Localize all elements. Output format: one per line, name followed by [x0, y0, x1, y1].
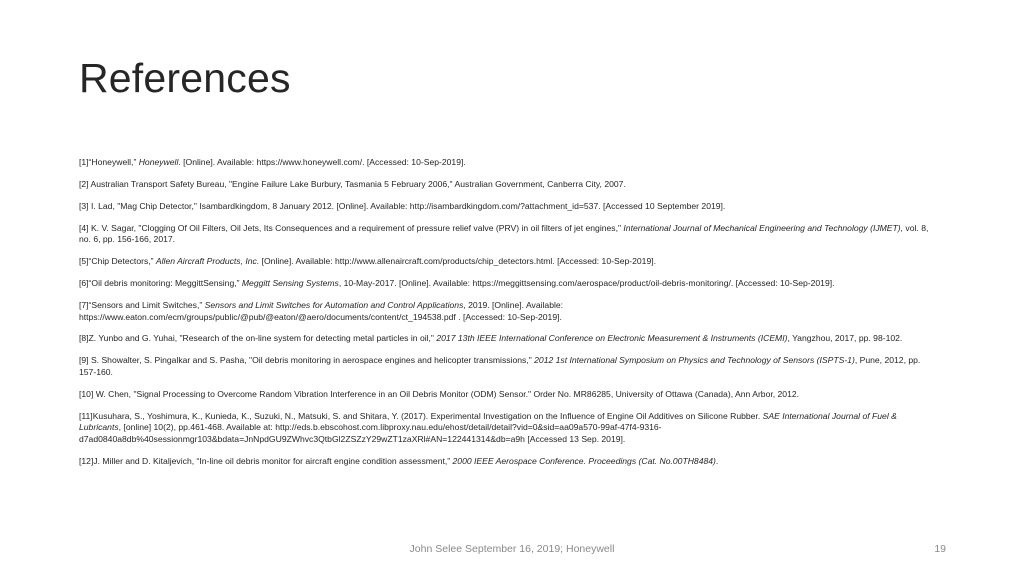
- reference-text: [4] K. V. Sagar, "Clogging Of Oil Filters, Oil Jets, Its Consequences and a requirement of pressure relief valve (PRV) in oil filters of jet engines,": [79, 222, 624, 233]
- reference-details: , 10-May-2017. [Online]. Available: https://meggittsensing.com/aerospace/product/oil-debris-monitoring/. [Accessed: 10-Sep-2019].: [338, 278, 835, 289]
- reference-details: , Yangzhou, 2017, pp. 98-102.: [787, 333, 903, 344]
- reference-item: [79, 300, 929, 323]
- reference-details: .: [715, 455, 719, 466]
- reference-source: International Journal of Mechanical Engineering and Technology (IJMET),: [623, 222, 904, 233]
- reference-source: 2012 1st International Symposium on Physics and Technology of Sensors (ISPTS-1): [534, 355, 855, 366]
- page-number: 19: [934, 543, 946, 555]
- reference-item: [79, 179, 929, 191]
- reference-text: [6]“Oil debris monitoring: MeggittSensing,”: [79, 278, 242, 289]
- reference-text: [9] S. Showalter, S. Pingalkar and S. Pasha, "Oil debris monitoring in aerospace engines and helicopter transmissions,": [79, 355, 535, 366]
- reference-details: vol. 8, no. 6, pp. 156-166, 2017.: [79, 222, 929, 245]
- reference-details: . [Online]. Available: https://www.honeywell.com/. [Accessed: 10-Sep-2019].: [178, 157, 466, 167]
- reference-text: [1]“Honeywell,”: [79, 157, 139, 167]
- reference-source: Honeywell: [138, 157, 179, 167]
- reference-text: [10] W. Chen, "Signal Processing to Overcome Random Vibration Interference in an Oil Debris Monitor (ODM) Sensor." Order No. MR86285, University of Ottawa (Canada), Ann Arbor, 2012.: [79, 388, 800, 399]
- reference-item: [79, 223, 929, 246]
- reference-text: [2] Australian Transport Safety Bureau, "Engine Failure Lake Burbury, Tasmania 5 February 2006," Australian Government, Canberra City, 2007.: [79, 178, 626, 189]
- reference-text: [8]Z. Yunbo and G. Yuhai, "Research of the on-line system for detecting metal particles in oil,": [79, 333, 437, 344]
- reference-text: [3] I. Lad, "Mag Chip Detector," Isambardkingdom, 8 January 2012. [Online]. Available: http://isambardkingdom.com/?attachment_id=537. [Accessed 10 September 2019].: [79, 200, 726, 211]
- reference-source: 2000 IEEE Aerospace Conference. Proceedings (Cat. No.00TH8484): [452, 455, 716, 466]
- reference-source: Sensors and Limit Switches for Automation and Control Applications: [204, 299, 464, 310]
- reference-details: , 2019. [Online]. Available: https://www.eaton.com/ecm/groups/public/@pub/@eaton/@aero/documents/content/ct_194538.pdf . [Accessed: 10-Sep-2019].: [79, 299, 564, 322]
- reference-item: [79, 278, 929, 290]
- reference-item: [79, 333, 929, 345]
- reference-item: [79, 157, 929, 169]
- reference-details: [Online]. Available: http://www.allenaircraft.com/products/chip_detectors.html. [Accessed: 10-Sep-2019].: [259, 256, 657, 267]
- reference-source: Meggitt Sensing Systems: [241, 278, 339, 289]
- reference-item: [79, 256, 929, 268]
- reference-details: , [online] 10(2), pp.461-468. Available at: http://eds.b.ebscohost.com.libproxy.nau.edu/ehost/detail/detail?vid=0&sid=aa09a570-99af-47f4-9316-d7ad0840a8db%40sessionmgr103&bdata=JnNpdGU9ZWhvc3QtbGl2ZSZzY29wZT1zaXRl#AN=122441314&db=a9h [Accessed 13 Sep. 2019].: [79, 422, 662, 444]
- reference-text: [11]Kusuhara, S., Yoshimura, K., Kunieda, K., Suzuki, N., Matsuki, S. and Shitara, Y. (2017). Experimental Investigation on the Influence of Engine Oil Additives on Silicone Rubber.: [79, 410, 763, 421]
- reference-text: [12]J. Miller and D. Kitaljevich, “In-line oil debris monitor for aircraft engine condition assessment,”: [79, 455, 453, 466]
- reference-source: SAE International Journal of Fuel & Lubricants: [79, 410, 897, 433]
- reference-text: [7]“Sensors and Limit Switches,”: [79, 299, 205, 310]
- references-list: [79, 157, 929, 478]
- reference-details: , Pune, 2012, pp. 157-160.: [79, 355, 921, 377]
- reference-text: [5]“Chip Detectors,”: [79, 256, 156, 267]
- reference-item: [79, 355, 929, 378]
- page-title: References: [79, 55, 291, 101]
- reference-item: [79, 456, 929, 468]
- reference-source: 2017 13th IEEE International Conference on Electronic Measurement & Instruments (ICEMI): [436, 333, 788, 344]
- reference-source: Allen Aircraft Products, Inc.: [155, 256, 260, 267]
- reference-item: [79, 201, 929, 213]
- footer-text: John Selee September 16, 2019; Honeywell: [409, 543, 615, 555]
- reference-item: [79, 411, 929, 446]
- reference-item: [79, 389, 929, 401]
